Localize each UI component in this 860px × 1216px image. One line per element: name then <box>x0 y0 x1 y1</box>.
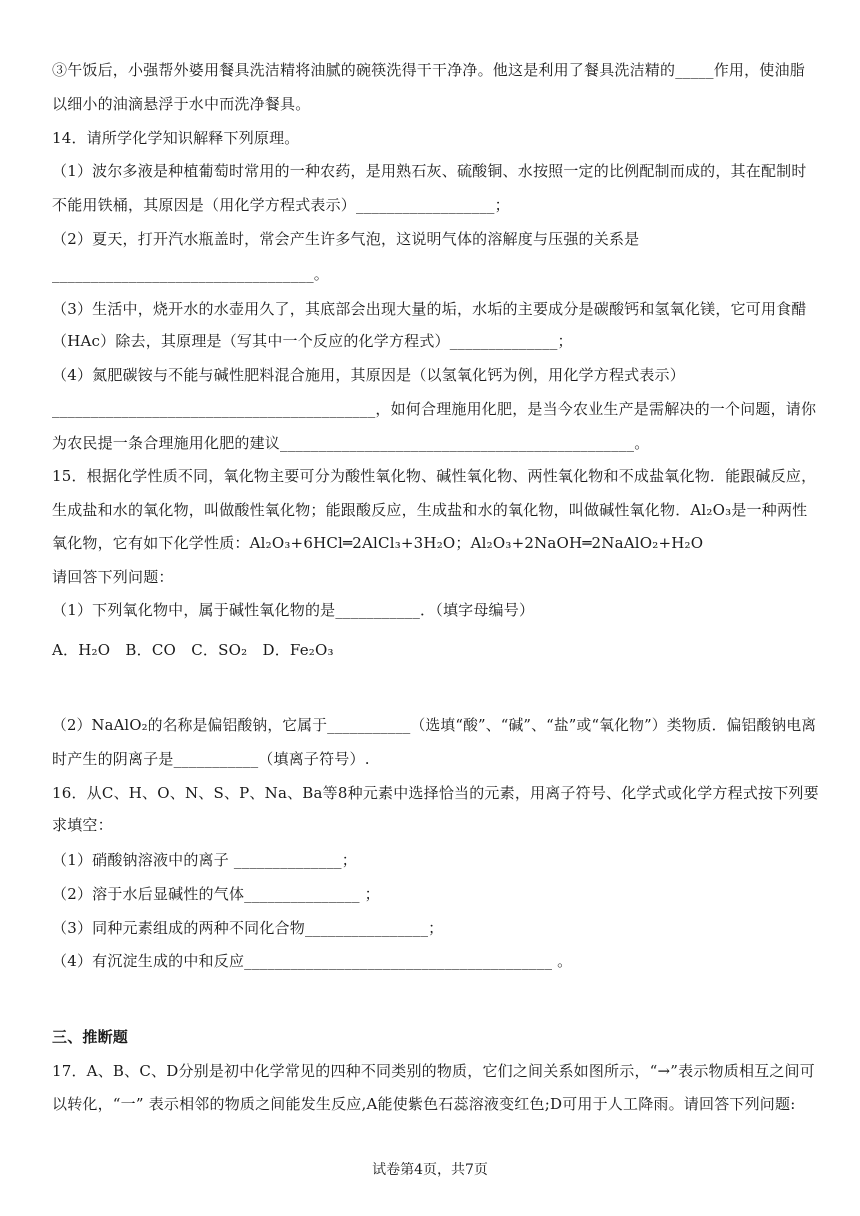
q15-equations: 氧化物，它有如下化学性质：Al₂O₃+6HCl═2AlCl₃+3H₂O；Al₂O₃+2NaOH═2NaAlO₂+H₂O <box>52 534 704 552</box>
q16-part3: （3）同种元素组成的两种不同化合物________________； <box>52 919 444 937</box>
question-16-stem: 16．从C、H、O、N、S、P、Na、Ba等8种元素中选择恰当的元素，用离子符号、化学式或化学方程式按下列要 <box>52 784 819 802</box>
q14-part2: （2）夏天，打开汽水瓶盖时，常会产生许多气泡，这说明气体的溶解度与压强的关系是 <box>52 230 640 248</box>
q15-part1: （1）下列氧化物中，属于碱性氧化物的是___________．（填字母编号） <box>52 601 535 619</box>
q14-part4-cont: __________________________________________，如何合理施用化肥，是当今农业生产是需解决的一个问题，请你 <box>52 400 817 418</box>
section-heading-inference: 三、推断题 <box>52 1028 129 1046</box>
q15-prompt: 请回答下列问题： <box>52 568 174 586</box>
q14-part1-cont: 不能用铁桶，其原因是（用化学方程式表示）__________________； <box>52 196 510 214</box>
q16-part1: （1）硝酸钠溶液中的离子 ______________； <box>52 851 357 869</box>
question-17-stem: 17．A、B、C、D分别是初中化学常见的四种不同类别的物质，它们之间关系如图所示，“→”表示物质相互之间可 <box>52 1062 815 1080</box>
q17-stem-cont: 以转化，“一” 表示相邻的物质之间能发生反应,A能使紫色石蕊溶液变红色;D可用于人工降雨。请回答下列问题: <box>52 1095 796 1113</box>
question-14-stem: 14．请所学化学知识解释下列原理。 <box>52 129 300 147</box>
page-footer: 试卷第4页，共7页 <box>372 1162 488 1178</box>
q14-part3: （3）生活中，烧开水的水壶用久了，其底部会出现大量的垢，水垢的主要成分是碳酸钙和氢氧化镁，它可用食醋 <box>52 300 807 318</box>
q14-part1: （1）波尔多液是种植葡萄时常用的一种农药，是用熟石灰、硫酸铜、水按照一定的比例配制而成的，其在配制时 <box>52 162 807 180</box>
q16-part4: （4）有沉淀生成的中和反应________________________________________ 。 <box>52 952 573 970</box>
q15-part1-options: A．H₂O B．CO C．SO₂ D．Fe₂O₃ <box>52 641 334 659</box>
q14-part3-cont: （HAc）除去，其原理是（写其中一个反应的化学方程式）______________； <box>52 332 573 350</box>
q15-part2-cont: 时产生的阴离子是___________（填离子符号）. <box>52 750 370 768</box>
question-15-stem: 15．根据化学性质不同，氧化物主要可分为酸性氧化物、碱性氧化物、两性氧化物和不成盐氧化物．能跟碱反应， <box>52 467 817 485</box>
q14-part2-blank: __________________________________。 <box>52 265 329 283</box>
q15-part2: （2）NaAlO₂的名称是偏铝酸钠，它属于___________（选填“酸”、“碱”、“盐”或“氧化物”）类物质．偏铝酸钠电离 <box>52 717 817 734</box>
q16-part2: （2）溶于水后显碱性的气体_______________ ； <box>52 885 380 903</box>
q16-stem-cont: 求填空： <box>52 816 113 834</box>
text-line-q13-3-cont: 以细小的油滴悬浮于水中而洗净餐具。 <box>52 95 311 113</box>
q14-part4-suggestion: 为农民提一条合理施用化肥的建议______________________________________________。 <box>52 434 650 452</box>
q15-stem-cont: 生成盐和水的氧化物，叫做酸性氧化物；能跟酸反应，生成盐和水的氧化物，叫做碱性氧化物．Al₂O₃是一种两性 <box>52 501 808 519</box>
q14-part4: （4）氮肥碳铵与不能与碱性肥料混合施用，其原因是（以氢氧化钙为例，用化学方程式表示） <box>52 366 685 384</box>
text-line-q13-3: ③午饭后，小强帮外婆用餐具洗洁精将油腻的碗筷洗得干干净净。他这是利用了餐具洗洁精的_____作用，使油脂 <box>52 61 805 79</box>
